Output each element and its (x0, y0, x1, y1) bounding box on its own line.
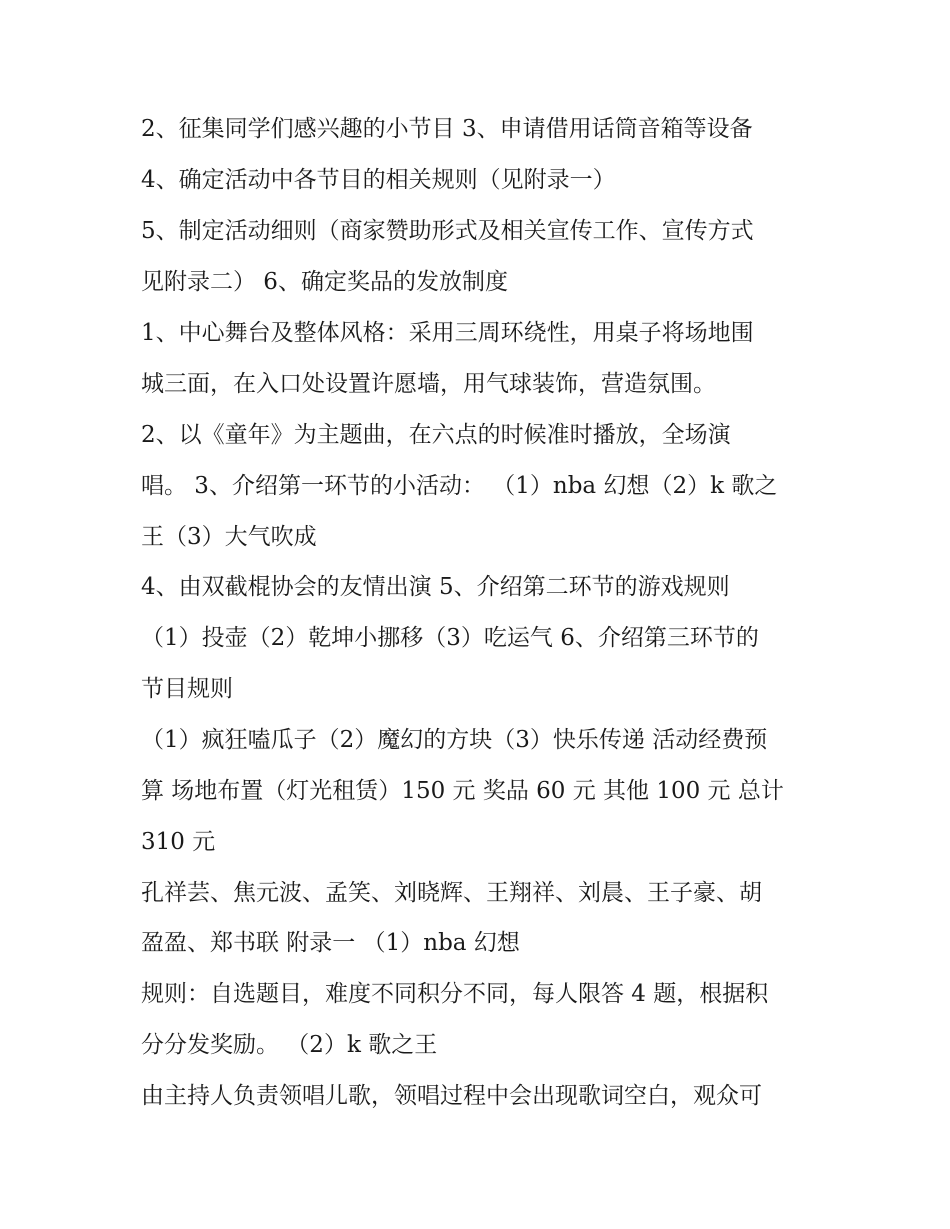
text-line-18: 规则：自选题目，难度不同积分不同，每人限答 4 题，根据积 (141, 981, 769, 1007)
text-line-14: 算 场地布置（灯光租赁）150 元 奖品 60 元 其他 100 元 总计 (141, 778, 784, 804)
text-line-12: 节目规则 (141, 676, 233, 702)
text-line-13: （1）疯狂嗑瓜子（2）魔幻的方块（3）快乐传递 活动经费预 (141, 727, 768, 753)
text-line-1: 2、征集同学们感兴趣的小节目 3、申请借用话筒音箱等设备 (141, 116, 753, 142)
text-line-11: （1）投壶（2）乾坤小挪移（3）吃运气 6、介绍第三环节的 (141, 625, 759, 651)
text-line-4: 见附录二） 6、确定奖品的发放制度 (141, 269, 508, 295)
text-line-17: 盈盈、郑书联 附录一 （1）nba 幻想 (141, 930, 520, 956)
text-line-16: 孔祥芸、焦元波、孟笑、刘晓辉、王翔祥、刘晨、王子豪、胡 (141, 880, 762, 906)
text-line-19: 分分发奖励。 （2）k 歌之王 (141, 1032, 438, 1058)
text-line-3: 5、制定活动细则（商家赞助形式及相关宣传工作、宣传方式 (141, 218, 754, 244)
text-line-2: 4、确定活动中各节目的相关规则（见附录一） (141, 167, 616, 193)
text-line-5: 1、中心舞台及整体风格：采用三周环绕性，用桌子将场地围 (141, 320, 754, 346)
text-line-8: 唱。 3、介绍第一环节的小活动： （1）nba 幻想（2）k 歌之 (141, 473, 778, 499)
text-line-7: 2、以《童年》为主题曲，在六点的时候准时播放，全场演 (141, 422, 731, 448)
text-line-20: 由主持人负责领唱儿歌，领唱过程中会出现歌词空白，观众可 (141, 1083, 762, 1109)
text-line-6: 城三面，在入口处设置许愿墙，用气球装饰，营造氛围。 (141, 371, 716, 397)
text-line-10: 4、由双截棍协会的友情出演 5、介绍第二环节的游戏规则 (141, 574, 730, 600)
text-line-9: 王（3）大气吹成 (141, 524, 317, 550)
text-line-15: 310 元 (141, 829, 216, 855)
